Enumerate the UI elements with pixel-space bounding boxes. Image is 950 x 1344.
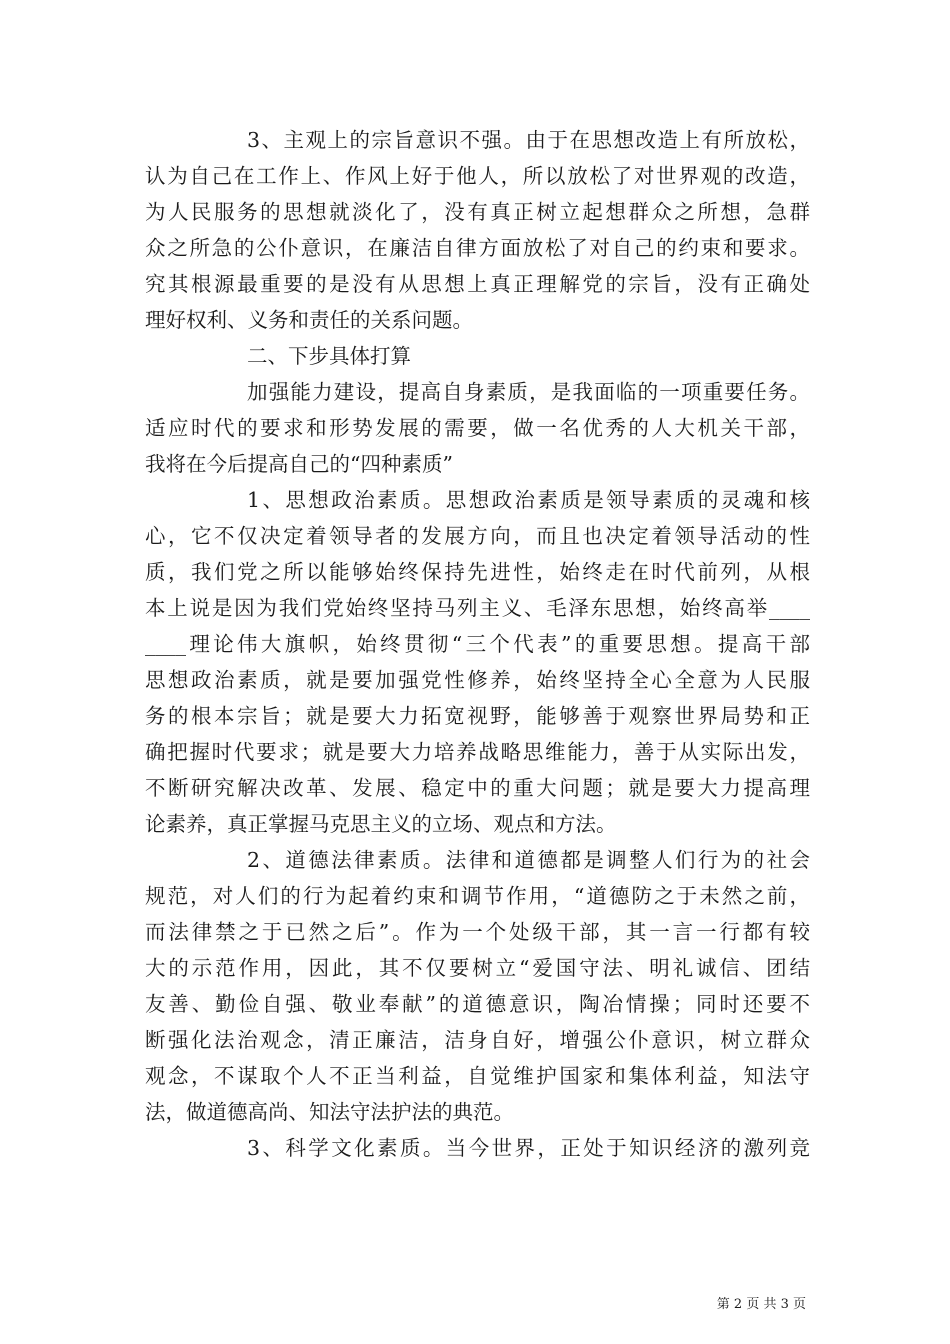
text-line: 论素养，真正掌握马克思主义的立场、观点和方法。 [145,812,617,836]
text-line: 适应时代的要求和形势发展的需要，做一名优秀的人大机关干部， [145,416,810,440]
text-line: 3、主观上的宗旨意识不强。由于在思想改造上有所放松， [247,128,810,152]
text-line: 断强化法治观念，清正廉洁，洁身自好，增强公仆意识，树立群众 [145,1028,810,1052]
text-line: ____理论伟大旗帜，始终贯彻“三个代表”的重要思想。提高干部 [145,632,810,656]
text-line: 质，我们党之所以能够始终保持先进性，始终走在时代前列，从根 [145,560,810,584]
text-line: 而法律禁之于已然之后”。作为一个处级干部，其一言一行都有较 [145,920,810,944]
text-line: 确把握时代要求；就是要大力培养战略思维能力，善于从实际出发， [145,740,810,764]
text-line: 大的示范作用，因此，其不仅要树立“爱国守法、明礼诚信、团结 [145,956,810,980]
text-line: 本上说是因为我们党始终坚持马列主义、毛泽东思想，始终高举____ [145,596,810,620]
text-line: 究其根源最重要的是没有从思想上真正理解党的宗旨，没有正确处 [145,272,810,296]
text-line: 务的根本宗旨；就是要大力拓宽视野，能够善于观察世界局势和正 [145,704,810,728]
text-line: 友善、勤俭自强、敬业奉献”的道德意识，陶冶情操；同时还要不 [145,992,810,1016]
text-line: 不断研究解决改革、发展、稳定中的重大问题；就是要大力提高理 [145,776,810,800]
text-line: 2、道德法律素质。法律和道德都是调整人们行为的社会 [247,848,810,872]
page-number: 第 2 页 共 3 页 [716,1297,806,1312]
text-line: 众之所急的公仆意识，在廉洁自律方面放松了对自己的约束和要求。 [145,236,810,260]
text-line: 我将在今后提高自己的“四种素质” [145,452,453,476]
text-line: 心，它不仅决定着领导者的发展方向，而且也决定着领导活动的性 [145,524,810,548]
text-line: 法，做道德高尚、知法守法护法的典范。 [145,1100,514,1124]
text-line: 规范，对人们的行为起着约束和调节作用，“道德防之于未然之前， [145,884,810,908]
section-heading: 二、下步具体打算 [247,344,411,368]
text-line: 认为自己在工作上、作风上好于他人，所以放松了对世界观的改造， [145,164,810,188]
text-line: 3、科学文化素质。当今世界，正处于知识经济的激列竞 [247,1136,810,1160]
text-line: 观念，不谋取个人不正当利益，自觉维护国家和集体利益，知法守 [145,1064,810,1088]
text-line: 思想政治素质，就是要加强党性修养，始终坚持全心全意为人民服 [145,668,810,692]
text-line: 理好权利、义务和责任的关系问题。 [145,308,473,332]
text-line: 加强能力建设，提高自身素质，是我面临的一项重要任务。 [247,380,810,404]
text-line: 1、思想政治素质。思想政治素质是领导素质的灵魂和核 [247,488,810,512]
text-line: 为人民服务的思想就淡化了，没有真正树立起想群众之所想，急群 [145,200,810,224]
